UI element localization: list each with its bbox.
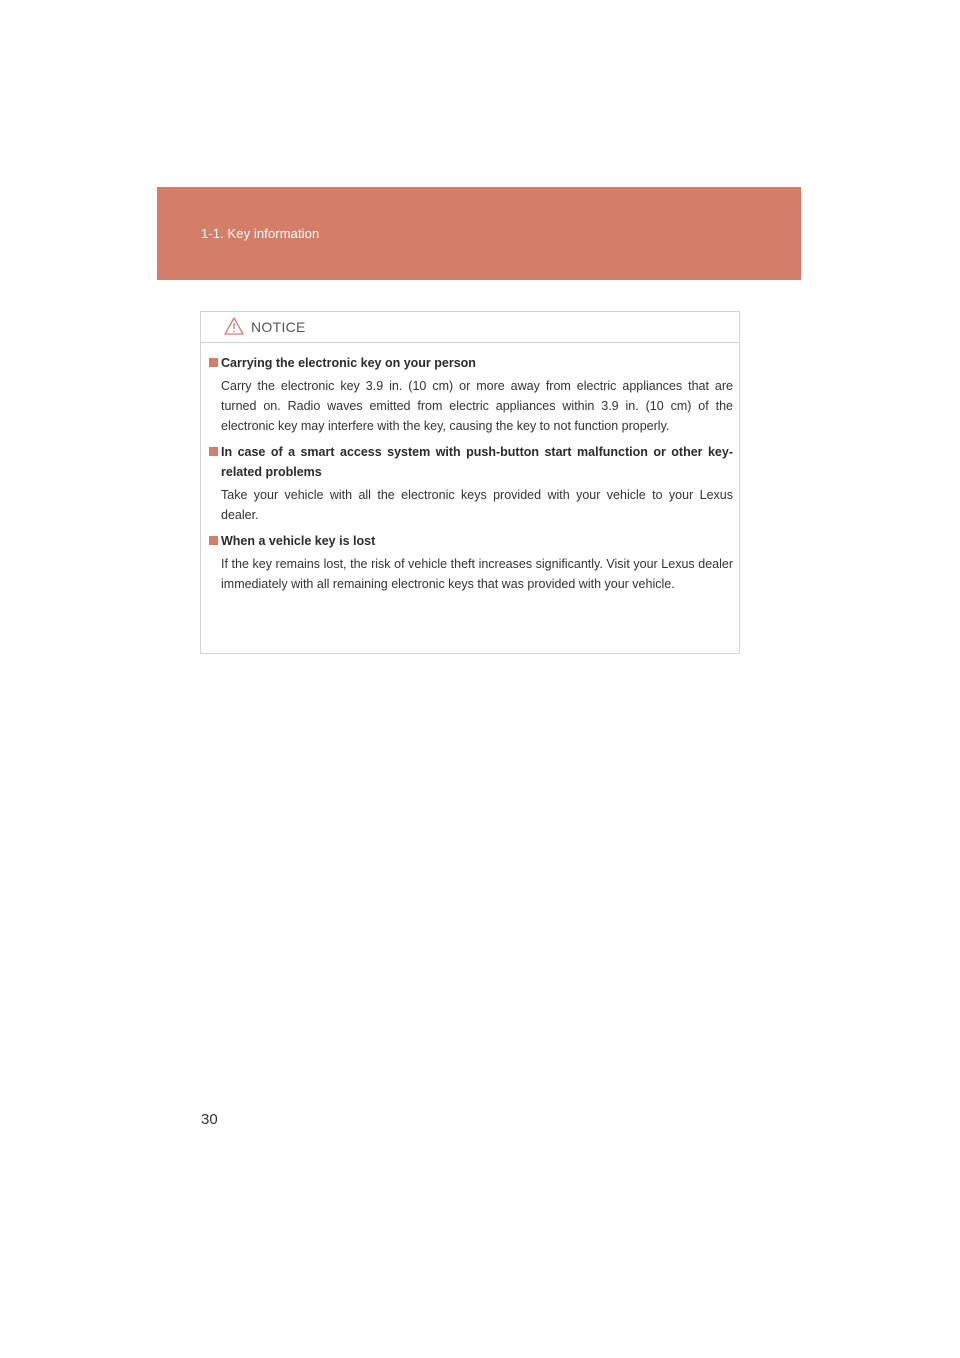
notice-item-text: If the key remains lost, the risk of vehicle theft increases significantly. Visit your Lexus dealer immediately with all remaining electronic keys that was provided with your vehicle. <box>221 557 733 591</box>
square-bullet-icon <box>209 353 221 373</box>
notice-item <box>209 442 733 525</box>
notice-item-text: Take your vehicle with all the electronic keys provided with your vehicle to your Lexus dealer. <box>221 488 733 522</box>
warning-triangle-icon <box>224 317 244 335</box>
section-header-band <box>157 187 801 280</box>
page-number: 30 <box>201 1111 218 1128</box>
notice-header <box>201 312 739 343</box>
notice-item-heading: In case of a smart access system with push-button start malfunction or other key-related problems <box>221 445 733 479</box>
notice-title: NOTICE <box>251 319 306 335</box>
notice-item <box>209 353 733 436</box>
section-title: 1-1. Key information <box>201 226 320 241</box>
notice-item-heading: When a vehicle key is lost <box>221 534 376 548</box>
notice-item-text: Carry the electronic key 3.9 in. (10 cm) or more away from electric appliances that are turned on. Radio waves emitted from electric appliances within 3.9 in. (10 cm) of the electronic key may interfere with the key, causing the key to not function properly. <box>221 379 733 433</box>
notice-item-heading: Carrying the electronic key on your person <box>221 356 476 370</box>
notice-body <box>201 343 739 594</box>
notice-item <box>209 531 733 594</box>
notice-box <box>200 311 740 654</box>
square-bullet-icon <box>209 442 221 482</box>
square-bullet-icon <box>209 531 221 551</box>
